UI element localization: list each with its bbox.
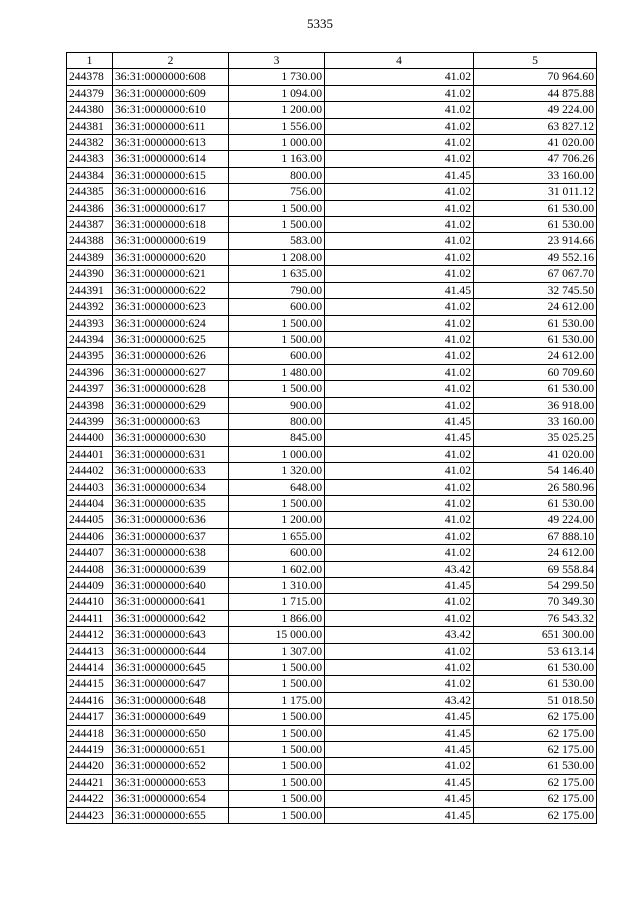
value-cell: 61 530.00	[474, 381, 597, 397]
area-cell: 1 163.00	[229, 151, 325, 167]
row-number-cell: 244386	[67, 200, 113, 216]
rate-cell: 43.42	[325, 692, 474, 708]
cadastral-number-cell: 36:31:0000000:618	[113, 217, 229, 233]
value-cell: 62 175.00	[474, 709, 597, 725]
cadastral-number-cell: 36:31:0000000:640	[113, 578, 229, 594]
table-row	[67, 545, 597, 561]
table-row	[67, 709, 597, 725]
value-cell: 24 612.00	[474, 348, 597, 364]
rate-cell: 41.45	[325, 742, 474, 758]
value-cell: 62 175.00	[474, 791, 597, 807]
row-number-cell: 244403	[67, 479, 113, 495]
row-number-cell: 244409	[67, 578, 113, 594]
value-cell: 23 914.66	[474, 233, 597, 249]
rate-cell: 41.02	[325, 643, 474, 659]
table-row	[67, 758, 597, 774]
area-cell: 648.00	[229, 479, 325, 495]
table-row	[67, 660, 597, 676]
value-cell: 41 020.00	[474, 446, 597, 462]
row-number-cell: 244378	[67, 69, 113, 85]
row-number-cell: 244411	[67, 610, 113, 626]
area-cell: 756.00	[229, 184, 325, 200]
value-cell: 26 580.96	[474, 479, 597, 495]
cadastral-number-cell: 36:31:0000000:615	[113, 167, 229, 183]
cadastral-number-cell: 36:31:0000000:648	[113, 692, 229, 708]
cadastral-number-cell: 36:31:0000000:621	[113, 266, 229, 282]
row-number-cell: 244393	[67, 315, 113, 331]
table-header-row	[67, 53, 597, 69]
rate-cell: 41.02	[325, 610, 474, 626]
area-cell: 1 000.00	[229, 446, 325, 462]
table-row	[67, 774, 597, 790]
area-cell: 1 602.00	[229, 561, 325, 577]
area-cell: 1 200.00	[229, 512, 325, 528]
table-row	[67, 364, 597, 380]
rate-cell: 41.45	[325, 791, 474, 807]
value-cell: 61 530.00	[474, 676, 597, 692]
table-row	[67, 282, 597, 298]
area-cell: 1 500.00	[229, 676, 325, 692]
rate-cell: 41.02	[325, 758, 474, 774]
cadastral-number-cell: 36:31:0000000:63	[113, 413, 229, 429]
row-number-cell: 244420	[67, 758, 113, 774]
rate-cell: 41.02	[325, 266, 474, 282]
cadastral-number-cell: 36:31:0000000:608	[113, 69, 229, 85]
area-cell: 1 500.00	[229, 742, 325, 758]
row-number-cell: 244381	[67, 118, 113, 134]
value-cell: 69 558.84	[474, 561, 597, 577]
table-row	[67, 217, 597, 233]
row-number-cell: 244423	[67, 807, 113, 823]
area-cell: 1 635.00	[229, 266, 325, 282]
rate-cell: 41.02	[325, 69, 474, 85]
area-cell: 1 500.00	[229, 315, 325, 331]
row-number-cell: 244396	[67, 364, 113, 380]
value-cell: 61 530.00	[474, 217, 597, 233]
table-row	[67, 561, 597, 577]
rate-cell: 41.45	[325, 413, 474, 429]
area-cell: 1 500.00	[229, 200, 325, 216]
column-header-5: 5	[474, 53, 597, 69]
rate-cell: 41.45	[325, 774, 474, 790]
area-cell: 800.00	[229, 413, 325, 429]
area-cell: 1 866.00	[229, 610, 325, 626]
table-row	[67, 676, 597, 692]
value-cell: 53 613.14	[474, 643, 597, 659]
cadastral-number-cell: 36:31:0000000:622	[113, 282, 229, 298]
table-row	[67, 69, 597, 85]
row-number-cell: 244401	[67, 446, 113, 462]
table-row	[67, 184, 597, 200]
cadastral-number-cell: 36:31:0000000:652	[113, 758, 229, 774]
cadastral-number-cell: 36:31:0000000:639	[113, 561, 229, 577]
cadastral-number-cell: 36:31:0000000:636	[113, 512, 229, 528]
table-row	[67, 381, 597, 397]
row-number-cell: 244406	[67, 528, 113, 544]
cadastral-number-cell: 36:31:0000000:638	[113, 545, 229, 561]
value-cell: 76 543.32	[474, 610, 597, 626]
cadastral-number-cell: 36:31:0000000:643	[113, 627, 229, 643]
table-row	[67, 446, 597, 462]
cadastral-number-cell: 36:31:0000000:637	[113, 528, 229, 544]
cadastral-number-cell: 36:31:0000000:631	[113, 446, 229, 462]
row-number-cell: 244417	[67, 709, 113, 725]
table-row	[67, 742, 597, 758]
row-number-cell: 244394	[67, 331, 113, 347]
cadastral-number-cell: 36:31:0000000:655	[113, 807, 229, 823]
value-cell: 49 552.16	[474, 249, 597, 265]
row-number-cell: 244398	[67, 397, 113, 413]
page-number: 5335	[307, 16, 333, 31]
cadastral-number-cell: 36:31:0000000:629	[113, 397, 229, 413]
area-cell: 845.00	[229, 430, 325, 446]
table-row	[67, 249, 597, 265]
cadastral-number-cell: 36:31:0000000:653	[113, 774, 229, 790]
cadastral-number-cell: 36:31:0000000:630	[113, 430, 229, 446]
area-cell: 1 500.00	[229, 725, 325, 741]
table-row	[67, 610, 597, 626]
rate-cell: 41.45	[325, 807, 474, 823]
value-cell: 36 918.00	[474, 397, 597, 413]
area-cell: 1 500.00	[229, 774, 325, 790]
cadastral-number-cell: 36:31:0000000:635	[113, 495, 229, 511]
rate-cell: 41.02	[325, 348, 474, 364]
row-number-cell: 244404	[67, 495, 113, 511]
table-row	[67, 315, 597, 331]
row-number-cell: 244387	[67, 217, 113, 233]
value-cell: 67 888.10	[474, 528, 597, 544]
row-number-cell: 244410	[67, 594, 113, 610]
rate-cell: 41.02	[325, 381, 474, 397]
rate-cell: 41.02	[325, 512, 474, 528]
area-cell: 800.00	[229, 167, 325, 183]
rate-cell: 41.02	[325, 594, 474, 610]
cadastral-number-cell: 36:31:0000000:649	[113, 709, 229, 725]
table-row	[67, 135, 597, 151]
cadastral-number-cell: 36:31:0000000:626	[113, 348, 229, 364]
table-row	[67, 578, 597, 594]
area-cell: 15 000.00	[229, 627, 325, 643]
rate-cell: 41.02	[325, 397, 474, 413]
row-number-cell: 244421	[67, 774, 113, 790]
area-cell: 600.00	[229, 545, 325, 561]
rate-cell: 41.45	[325, 578, 474, 594]
cadastral-number-cell: 36:31:0000000:617	[113, 200, 229, 216]
row-number-cell: 244388	[67, 233, 113, 249]
table-row	[67, 528, 597, 544]
table-body	[67, 69, 597, 824]
value-cell: 33 160.00	[474, 413, 597, 429]
cadastral-number-cell: 36:31:0000000:627	[113, 364, 229, 380]
value-cell: 61 530.00	[474, 315, 597, 331]
table-row	[67, 413, 597, 429]
table-row	[67, 643, 597, 659]
area-cell: 600.00	[229, 299, 325, 315]
value-cell: 24 612.00	[474, 545, 597, 561]
value-cell: 47 706.26	[474, 151, 597, 167]
value-cell: 61 530.00	[474, 758, 597, 774]
row-number-cell: 244395	[67, 348, 113, 364]
rate-cell: 41.02	[325, 545, 474, 561]
area-cell: 1 730.00	[229, 69, 325, 85]
table-row	[67, 331, 597, 347]
row-number-cell: 244390	[67, 266, 113, 282]
row-number-cell: 244418	[67, 725, 113, 741]
cadastral-number-cell: 36:31:0000000:620	[113, 249, 229, 265]
value-cell: 61 530.00	[474, 200, 597, 216]
value-cell: 62 175.00	[474, 725, 597, 741]
area-cell: 1 000.00	[229, 135, 325, 151]
area-cell: 900.00	[229, 397, 325, 413]
area-cell: 1 556.00	[229, 118, 325, 134]
cadastral-number-cell: 36:31:0000000:610	[113, 102, 229, 118]
rate-cell: 41.45	[325, 282, 474, 298]
cadastral-number-cell: 36:31:0000000:613	[113, 135, 229, 151]
row-number-cell: 244415	[67, 676, 113, 692]
rate-cell: 41.45	[325, 167, 474, 183]
area-cell: 1 175.00	[229, 692, 325, 708]
value-cell: 651 300.00	[474, 627, 597, 643]
cadastral-number-cell: 36:31:0000000:650	[113, 725, 229, 741]
area-cell: 583.00	[229, 233, 325, 249]
area-cell: 1 320.00	[229, 463, 325, 479]
table-row	[67, 167, 597, 183]
table-row	[67, 512, 597, 528]
area-cell: 1 094.00	[229, 85, 325, 101]
cadastral-number-cell: 36:31:0000000:611	[113, 118, 229, 134]
rate-cell: 41.45	[325, 430, 474, 446]
row-number-cell: 244400	[67, 430, 113, 446]
rate-cell: 43.42	[325, 561, 474, 577]
rate-cell: 41.02	[325, 118, 474, 134]
table-row	[67, 791, 597, 807]
value-cell: 49 224.00	[474, 512, 597, 528]
area-cell: 790.00	[229, 282, 325, 298]
rate-cell: 41.02	[325, 135, 474, 151]
value-cell: 41 020.00	[474, 135, 597, 151]
row-number-cell: 244408	[67, 561, 113, 577]
area-cell: 600.00	[229, 348, 325, 364]
rate-cell: 41.45	[325, 709, 474, 725]
value-cell: 63 827.12	[474, 118, 597, 134]
area-cell: 1 500.00	[229, 331, 325, 347]
rate-cell: 43.42	[325, 627, 474, 643]
rate-cell: 41.02	[325, 184, 474, 200]
row-number-cell: 244412	[67, 627, 113, 643]
rate-cell: 41.02	[325, 331, 474, 347]
row-number-cell: 244397	[67, 381, 113, 397]
row-number-cell: 244379	[67, 85, 113, 101]
table-row	[67, 430, 597, 446]
cadastral-number-cell: 36:31:0000000:641	[113, 594, 229, 610]
row-number-cell: 244389	[67, 249, 113, 265]
table-row	[67, 85, 597, 101]
table-row	[67, 151, 597, 167]
rate-cell: 41.02	[325, 495, 474, 511]
row-number-cell: 244413	[67, 643, 113, 659]
rate-cell: 41.02	[325, 102, 474, 118]
area-cell: 1 500.00	[229, 381, 325, 397]
table-row	[67, 266, 597, 282]
area-cell: 1 307.00	[229, 643, 325, 659]
table-row	[67, 200, 597, 216]
rate-cell: 41.02	[325, 217, 474, 233]
rate-cell: 41.02	[325, 233, 474, 249]
table-row	[67, 233, 597, 249]
rate-cell: 41.02	[325, 151, 474, 167]
area-cell: 1 500.00	[229, 660, 325, 676]
value-cell: 67 067.70	[474, 266, 597, 282]
area-cell: 1 200.00	[229, 102, 325, 118]
cadastral-number-cell: 36:31:0000000:642	[113, 610, 229, 626]
value-cell: 33 160.00	[474, 167, 597, 183]
rate-cell: 41.02	[325, 463, 474, 479]
row-number-cell: 244414	[67, 660, 113, 676]
area-cell: 1 655.00	[229, 528, 325, 544]
row-number-cell: 244419	[67, 742, 113, 758]
table-row	[67, 495, 597, 511]
cadastral-number-cell: 36:31:0000000:614	[113, 151, 229, 167]
value-cell: 31 011.12	[474, 184, 597, 200]
row-number-cell: 244416	[67, 692, 113, 708]
rate-cell: 41.02	[325, 660, 474, 676]
value-cell: 70 349.30	[474, 594, 597, 610]
rate-cell: 41.02	[325, 85, 474, 101]
data-table	[66, 52, 597, 824]
area-cell: 1 500.00	[229, 495, 325, 511]
table-row	[67, 807, 597, 823]
row-number-cell: 244385	[67, 184, 113, 200]
row-number-cell: 244384	[67, 167, 113, 183]
table-row	[67, 692, 597, 708]
cadastral-number-cell: 36:31:0000000:634	[113, 479, 229, 495]
cadastral-number-cell: 36:31:0000000:644	[113, 643, 229, 659]
rate-cell: 41.02	[325, 364, 474, 380]
table-row	[67, 463, 597, 479]
cadastral-number-cell: 36:31:0000000:654	[113, 791, 229, 807]
cadastral-number-cell: 36:31:0000000:628	[113, 381, 229, 397]
row-number-cell: 244383	[67, 151, 113, 167]
area-cell: 1 500.00	[229, 758, 325, 774]
table-row	[67, 627, 597, 643]
area-cell: 1 310.00	[229, 578, 325, 594]
row-number-cell: 244402	[67, 463, 113, 479]
row-number-cell: 244380	[67, 102, 113, 118]
cadastral-number-cell: 36:31:0000000:619	[113, 233, 229, 249]
area-cell: 1 500.00	[229, 791, 325, 807]
cadastral-number-cell: 36:31:0000000:623	[113, 299, 229, 315]
area-cell: 1 480.00	[229, 364, 325, 380]
column-header-4: 4	[325, 53, 474, 69]
area-cell: 1 208.00	[229, 249, 325, 265]
column-header-2: 2	[113, 53, 229, 69]
cadastral-number-cell: 36:31:0000000:624	[113, 315, 229, 331]
value-cell: 62 175.00	[474, 807, 597, 823]
value-cell: 62 175.00	[474, 742, 597, 758]
rate-cell: 41.02	[325, 249, 474, 265]
rate-cell: 41.02	[325, 479, 474, 495]
value-cell: 44 875.88	[474, 85, 597, 101]
value-cell: 61 530.00	[474, 331, 597, 347]
table-row	[67, 348, 597, 364]
row-number-cell: 244422	[67, 791, 113, 807]
table-row	[67, 594, 597, 610]
table-row	[67, 118, 597, 134]
row-number-cell: 244382	[67, 135, 113, 151]
cadastral-number-cell: 36:31:0000000:616	[113, 184, 229, 200]
rate-cell: 41.02	[325, 446, 474, 462]
value-cell: 61 530.00	[474, 660, 597, 676]
cadastral-number-cell: 36:31:0000000:645	[113, 660, 229, 676]
cadastral-number-cell: 36:31:0000000:647	[113, 676, 229, 692]
cadastral-number-cell: 36:31:0000000:609	[113, 85, 229, 101]
column-header-1: 1	[67, 53, 113, 69]
table-row	[67, 397, 597, 413]
table-row	[67, 299, 597, 315]
cadastral-number-cell: 36:31:0000000:625	[113, 331, 229, 347]
value-cell: 32 745.50	[474, 282, 597, 298]
value-cell: 62 175.00	[474, 774, 597, 790]
rate-cell: 41.02	[325, 676, 474, 692]
value-cell: 60 709.60	[474, 364, 597, 380]
value-cell: 61 530.00	[474, 495, 597, 511]
table-row	[67, 479, 597, 495]
row-number-cell: 244407	[67, 545, 113, 561]
table-row	[67, 725, 597, 741]
area-cell: 1 715.00	[229, 594, 325, 610]
row-number-cell: 244391	[67, 282, 113, 298]
area-cell: 1 500.00	[229, 709, 325, 725]
value-cell: 54 146.40	[474, 463, 597, 479]
rate-cell: 41.02	[325, 299, 474, 315]
value-cell: 35 025.25	[474, 430, 597, 446]
value-cell: 24 612.00	[474, 299, 597, 315]
rate-cell: 41.45	[325, 725, 474, 741]
rate-cell: 41.02	[325, 315, 474, 331]
cadastral-number-cell: 36:31:0000000:633	[113, 463, 229, 479]
table-row	[67, 102, 597, 118]
cadastral-number-cell: 36:31:0000000:651	[113, 742, 229, 758]
row-number-cell: 244399	[67, 413, 113, 429]
value-cell: 70 964.60	[474, 69, 597, 85]
area-cell: 1 500.00	[229, 217, 325, 233]
row-number-cell: 244392	[67, 299, 113, 315]
column-header-3: 3	[229, 53, 325, 69]
value-cell: 49 224.00	[474, 102, 597, 118]
row-number-cell: 244405	[67, 512, 113, 528]
value-cell: 51 018.50	[474, 692, 597, 708]
rate-cell: 41.02	[325, 528, 474, 544]
value-cell: 54 299.50	[474, 578, 597, 594]
area-cell: 1 500.00	[229, 807, 325, 823]
rate-cell: 41.02	[325, 200, 474, 216]
